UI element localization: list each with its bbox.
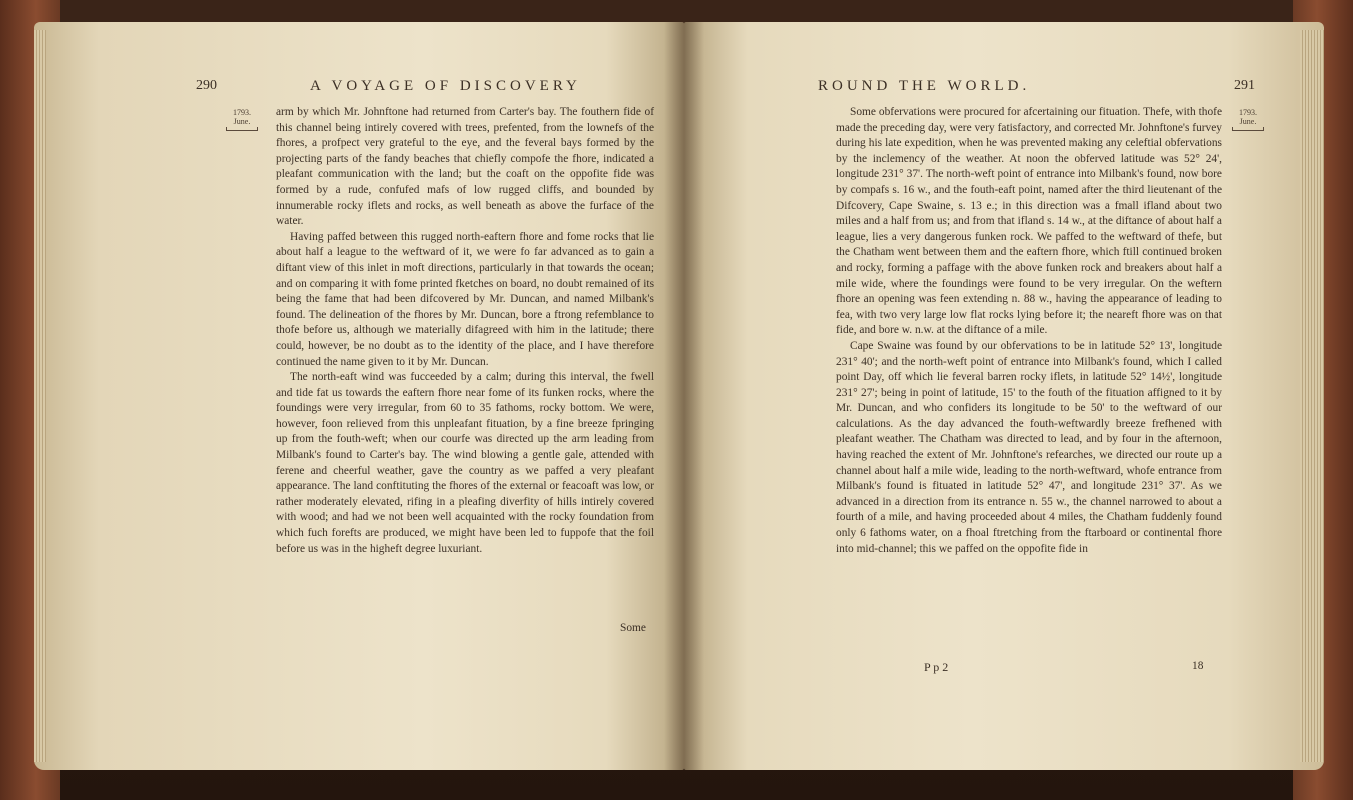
right-margin-date [1232, 108, 1264, 131]
right-margin-month: June. [1239, 117, 1257, 126]
left-margin-month: June. [233, 117, 251, 126]
left-margin-date [226, 108, 258, 131]
book-gutter [664, 22, 704, 770]
right-page-number: 291 [1234, 78, 1255, 93]
right-page-edges [1300, 30, 1324, 762]
right-page-text [836, 105, 1222, 557]
right-paragraph-1: Some obfervations were procured for afcertaining our fituation. Thefe, with thofe made the preceding day, were very fatisfactory, and corrected Mr. Johnftone's furvey during his late expedition, when he was prevented making any celeftial obfervations by the inclemency of the weather. At noon the obferved latitude was 52° 24', longitude 231° 37'. The north-weft point of entrance into Milbank's found, now bore by compafs s. 16 w., and the fouth-eaft point, named after the third lieutenant of the Difcovery, Cape Swaine, s. 13 e.; in this direction was a fmall ifland about two miles and a half from us; and from that ifland s. 14 w., at the diftance of about half a league, lies a very dangerous funken rock. We paffed to the weftward of thefe, but the Chatham went between them and the eaftern fhore, which ftill continued broken and rocky, forming a paffage with the above funken rock and breakers about half a mile wide, where the foundings were found to be very irregular. On the weftern fhore an opening was feen extending n. 88 w., having the appearance of leading to fea, with two very large low flat rocks lying before it; the neareft fhore was on that fide, and bore w. n.w. at the diftance of a mile. [836, 106, 1222, 337]
right-signature-mark: P p 2 [924, 660, 949, 674]
right-margin-year: 1793. [1239, 108, 1257, 117]
left-margin-year: 1793. [233, 108, 251, 117]
right-running-head: ROUND THE WORLD. [818, 78, 1031, 94]
left-paragraph-1: arm by which Mr. Johnftone had returned from Carter's bay. The fouthern fide of this channel being intirely covered with trees, prefented, from the lownefs of the fhores, a profpect very grateful to the eye, and the feveral bays formed by the projecting parts of the fandy beaches that chiefly compofe the fhore, indicated a pleafant communication with the land; but the coaft on the oppofite fide was formed by a rude, confufed mafs of low rugged cliffs, and bounded by innumerable rocky iflets and rocks, as well beneath as above the furface of the water. [276, 106, 654, 228]
left-page-number: 290 [196, 78, 217, 93]
left-paragraph-2: Having paffed between this rugged north-eaftern fhore and fome rocks that lie about half a league to the weftward of it, we were fo far advanced as to gain a diftant view of this inlet in moft directions, particularly in that towards the ocean; and on comparing it with fome printed fketches on board, no doubt remained of its being the fame that had been difcovered by Mr. Duncan, and named Milbank's found. The delineation of the fhores by Mr. Duncan, bore a ftrong refemblance to thofe before us, although we materially difagreed with him in the latitude; there could, however, be no doubt as to the identity of the place, and I have therefore continued the name given to it by Mr. Duncan. [276, 230, 654, 368]
left-margin-brace [226, 127, 258, 131]
left-running-head: A VOYAGE OF DISCOVERY [310, 78, 581, 94]
right-margin-brace [1232, 127, 1264, 131]
left-page-text [276, 105, 654, 557]
left-catchword: Some [620, 622, 646, 634]
right-catchword: 18 [1192, 660, 1204, 672]
left-page-edges [34, 30, 46, 762]
right-paragraph-2: Cape Swaine was found by our obfervations to be in latitude 52° 13', longitude 231° 40'; and the north-weft point of entrance into Milbank's found, which I called point Day, off which lie feveral barren rocky iflets, in latitude 52° 14½', longitude 231° 27'; being in point of latitude, 15' to the fouth of the fituation affigned to it by Mr. Duncan, and who confiders its longitude to be 50' to the weftward of our calculations. As the day advanced the fouth-weftwardly breeze frefhened with pleafant weather. The Chatham was directed to lead, and by four in the afternoon, having reached the extent of Mr. Johnftone's refearches, we directed our route up a channel about half a mile wide, leading to the north-weftward, whofe entrance from Milbank's found is fituated in latitude 52° 47', and longitude 231° 37'. As we advanced in a direction from its entrance n. 55 w., the channel narrowed to about a fourth of a mile, and having proceeded about 4 miles, the Chatham fuddenly found only 6 fathoms water, on a fhoal ftretching from the ftarboard or continental fhore into mid-channel; this we paffed on the oppofite fide in [836, 339, 1222, 555]
left-paragraph-3: The north-eaft wind was fucceeded by a calm; during this interval, the fwell and tide fat us towards the eaftern fhore near fome of its funken rocks, where the foundings were very irregular, from 60 to 35 fathoms, rocky bottom. We were, however, foon relieved from this unpleafant fituation, by a fine breeze fpringing up from the fouth-weft; when our courfe was directed up the arm leading from Milbank's found to Carter's bay. The wind blowing a gentle gale, attended with ferene and cheerful weather, gave the country as we paffed a very pleafant appearance. The land conftituting the fhores of the external or feacoaft was low, or rather moderately elevated, rifing in a pleafing diverfity of hills intirely covered with wood; and had we not been well acquainted with the rocky foundation from which fuch forefts are produced, we might have been led to fuppofe that the foil before us was in the higheft degree luxuriant. [276, 371, 654, 555]
